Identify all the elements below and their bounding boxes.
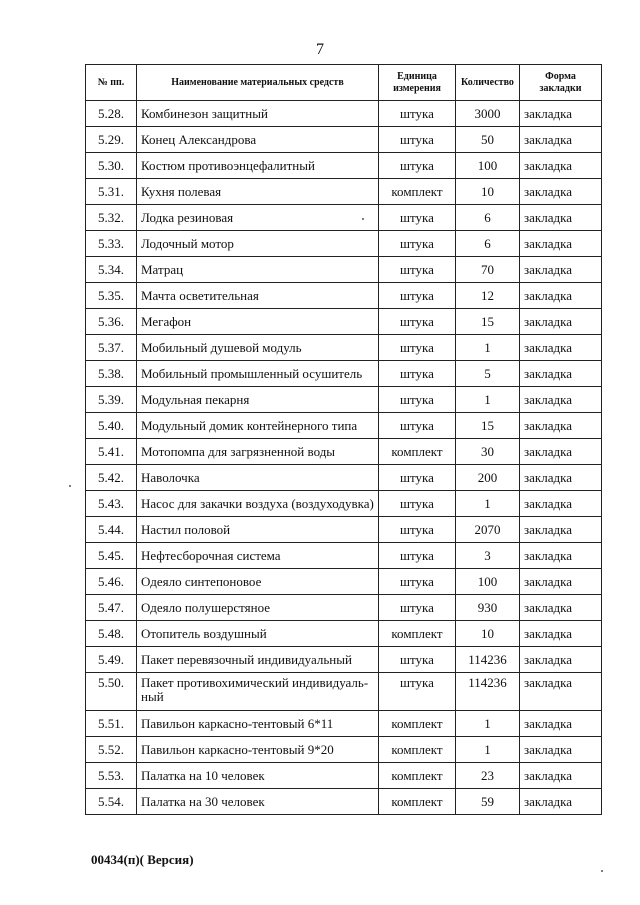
cell-unit: комплект: [379, 763, 456, 789]
cell-name: Модульный домик контейнерного типа: [137, 413, 379, 439]
cell-form: закладка: [520, 763, 602, 789]
cell-form: закладка: [520, 647, 602, 673]
cell-name: Мобильный промышленный осушитель: [137, 361, 379, 387]
table-row: [86, 789, 602, 815]
cell-num: 5.44.: [86, 517, 137, 543]
cell-qty: 100: [456, 153, 520, 179]
cell-qty: 6: [456, 231, 520, 257]
cell-num: 5.36.: [86, 309, 137, 335]
cell-qty: 15: [456, 309, 520, 335]
table-row: [86, 595, 602, 621]
table-row: [86, 543, 602, 569]
cell-num: 5.28.: [86, 101, 137, 127]
header-num: № пп.: [86, 65, 137, 101]
cell-unit: штука: [379, 673, 456, 711]
table-row: [86, 361, 602, 387]
cell-num: 5.50.: [86, 673, 137, 711]
header-form: Форма закладки: [520, 65, 602, 101]
cell-name: Одеяло полушерстяное: [137, 595, 379, 621]
cell-num: 5.52.: [86, 737, 137, 763]
cell-name: Палатка на 30 человек: [137, 789, 379, 815]
cell-qty: 1: [456, 737, 520, 763]
cell-form: закладка: [520, 517, 602, 543]
cell-num: 5.31.: [86, 179, 137, 205]
table-row: [86, 101, 602, 127]
cell-num: 5.32.: [86, 205, 137, 231]
page-number: 7: [316, 41, 324, 58]
cell-unit: штука: [379, 517, 456, 543]
cell-num: 5.40.: [86, 413, 137, 439]
cell-num: 5.45.: [86, 543, 137, 569]
cell-unit: штука: [379, 595, 456, 621]
cell-num: 5.47.: [86, 595, 137, 621]
cell-unit: штука: [379, 413, 456, 439]
table-row: [86, 205, 602, 231]
cell-form: закладка: [520, 309, 602, 335]
cell-form: закладка: [520, 673, 602, 711]
cell-form: закладка: [520, 491, 602, 517]
cell-form: закладка: [520, 257, 602, 283]
cell-name: Нефтесборочная система: [137, 543, 379, 569]
cell-form: закладка: [520, 595, 602, 621]
cell-name: Пакет перевязочный индивидуальный: [137, 647, 379, 673]
header-qty: Количество: [456, 65, 520, 101]
cell-qty: 114236: [456, 673, 520, 711]
cell-unit: комплект: [379, 621, 456, 647]
cell-form: закладка: [520, 543, 602, 569]
cell-qty: 50: [456, 127, 520, 153]
cell-name: Конец Александрова: [137, 127, 379, 153]
cell-unit: штука: [379, 257, 456, 283]
cell-name: Комбинезон защитный: [137, 101, 379, 127]
cell-num: 5.43.: [86, 491, 137, 517]
table-header-row: [86, 65, 602, 101]
cell-name: Палатка на 10 человек: [137, 763, 379, 789]
cell-unit: штука: [379, 335, 456, 361]
scan-speck: [601, 870, 603, 872]
cell-form: закладка: [520, 737, 602, 763]
cell-name: Наволочка: [137, 465, 379, 491]
cell-form: закладка: [520, 153, 602, 179]
table-row: [86, 231, 602, 257]
cell-unit: штука: [379, 465, 456, 491]
cell-form: закладка: [520, 205, 602, 231]
cell-qty: 3: [456, 543, 520, 569]
cell-qty: 12: [456, 283, 520, 309]
cell-name: Павильон каркасно-тентовый 6*11: [137, 711, 379, 737]
cell-num: 5.54.: [86, 789, 137, 815]
cell-unit: комплект: [379, 711, 456, 737]
cell-qty: 1: [456, 491, 520, 517]
cell-num: 5.37.: [86, 335, 137, 361]
cell-qty: 23: [456, 763, 520, 789]
cell-num: 5.33.: [86, 231, 137, 257]
cell-form: закладка: [520, 335, 602, 361]
cell-num: 5.48.: [86, 621, 137, 647]
cell-unit: штука: [379, 153, 456, 179]
cell-unit: штука: [379, 101, 456, 127]
cell-num: 5.51.: [86, 711, 137, 737]
cell-name: Одеяло синтепоновое: [137, 569, 379, 595]
cell-unit: штука: [379, 205, 456, 231]
header-unit: Единица измерения: [379, 65, 456, 101]
cell-num: 5.39.: [86, 387, 137, 413]
cell-form: закладка: [520, 127, 602, 153]
table-row: [86, 763, 602, 789]
table-row: [86, 179, 602, 205]
cell-qty: 1: [456, 335, 520, 361]
table-row: [86, 673, 602, 711]
table-row: [86, 737, 602, 763]
cell-form: закладка: [520, 789, 602, 815]
cell-name: Пакет противохимический индивидуаль-ный: [137, 673, 379, 711]
table-row: [86, 647, 602, 673]
cell-name: Мегафон: [137, 309, 379, 335]
cell-form: закладка: [520, 283, 602, 309]
table-row: [86, 127, 602, 153]
cell-unit: штука: [379, 283, 456, 309]
cell-qty: 200: [456, 465, 520, 491]
cell-qty: 1: [456, 387, 520, 413]
cell-unit: штука: [379, 387, 456, 413]
cell-qty: 30: [456, 439, 520, 465]
cell-name: Кухня полевая: [137, 179, 379, 205]
cell-form: закладка: [520, 711, 602, 737]
table-row: [86, 491, 602, 517]
table-row: [86, 711, 602, 737]
cell-qty: 5: [456, 361, 520, 387]
cell-unit: штука: [379, 361, 456, 387]
cell-name: Насос для закачки воздуха (воздуходувка): [137, 491, 379, 517]
cell-num: 5.35.: [86, 283, 137, 309]
cell-form: закладка: [520, 101, 602, 127]
cell-form: закладка: [520, 179, 602, 205]
table-row: [86, 335, 602, 361]
cell-qty: 59: [456, 789, 520, 815]
cell-form: закладка: [520, 413, 602, 439]
cell-name: Костюм противоэнцефалитный: [137, 153, 379, 179]
header-name: Наименование материальных средств: [137, 65, 379, 101]
cell-unit: штука: [379, 543, 456, 569]
cell-unit: штука: [379, 491, 456, 517]
table-row: [86, 439, 602, 465]
table-body: [86, 101, 602, 815]
cell-form: закладка: [520, 465, 602, 491]
cell-name: Матрац: [137, 257, 379, 283]
cell-qty: 10: [456, 179, 520, 205]
cell-qty: 10: [456, 621, 520, 647]
materials-table: [85, 64, 602, 815]
cell-form: закладка: [520, 621, 602, 647]
document-code: 00434(п)( Версия): [91, 852, 194, 867]
table-row: [86, 517, 602, 543]
cell-unit: штука: [379, 127, 456, 153]
cell-qty: 114236: [456, 647, 520, 673]
cell-name: Мачта осветительная: [137, 283, 379, 309]
table-row: [86, 309, 602, 335]
cell-unit: комплект: [379, 737, 456, 763]
cell-num: 5.46.: [86, 569, 137, 595]
cell-name: Павильон каркасно-тентовый 9*20: [137, 737, 379, 763]
cell-num: 5.30.: [86, 153, 137, 179]
cell-name: Мотопомпа для загрязненной воды: [137, 439, 379, 465]
cell-num: 5.38.: [86, 361, 137, 387]
cell-form: закладка: [520, 361, 602, 387]
cell-num: 5.41.: [86, 439, 137, 465]
cell-name: Настил половой: [137, 517, 379, 543]
table-row: [86, 621, 602, 647]
cell-form: закладка: [520, 387, 602, 413]
cell-qty: 15: [456, 413, 520, 439]
cell-num: 5.29.: [86, 127, 137, 153]
cell-qty: 930: [456, 595, 520, 621]
cell-unit: комплект: [379, 439, 456, 465]
cell-unit: штука: [379, 569, 456, 595]
cell-qty: 2070: [456, 517, 520, 543]
cell-name: Модульная пекарня: [137, 387, 379, 413]
cell-num: 5.49.: [86, 647, 137, 673]
cell-name: Лодочный мотор: [137, 231, 379, 257]
cell-qty: 3000: [456, 101, 520, 127]
table-row: [86, 283, 602, 309]
cell-unit: штука: [379, 309, 456, 335]
cell-form: закладка: [520, 439, 602, 465]
cell-num: 5.42.: [86, 465, 137, 491]
cell-num: 5.34.: [86, 257, 137, 283]
cell-unit: штука: [379, 647, 456, 673]
cell-qty: 6: [456, 205, 520, 231]
cell-form: закладка: [520, 569, 602, 595]
cell-qty: 70: [456, 257, 520, 283]
scan-speck: [69, 485, 71, 487]
table-row: [86, 465, 602, 491]
cell-form: закладка: [520, 231, 602, 257]
cell-num: 5.53.: [86, 763, 137, 789]
cell-name: Отопитель воздушный: [137, 621, 379, 647]
cell-qty: 1: [456, 711, 520, 737]
cell-name: Лодка резиновая: [137, 205, 379, 231]
scan-speck: [362, 218, 364, 220]
cell-unit: штука: [379, 231, 456, 257]
cell-unit: комплект: [379, 179, 456, 205]
table-row: [86, 569, 602, 595]
cell-qty: 100: [456, 569, 520, 595]
table-row: [86, 387, 602, 413]
table-row: [86, 257, 602, 283]
cell-unit: комплект: [379, 789, 456, 815]
table-row: [86, 413, 602, 439]
cell-name: Мобильный душевой модуль: [137, 335, 379, 361]
table-row: [86, 153, 602, 179]
